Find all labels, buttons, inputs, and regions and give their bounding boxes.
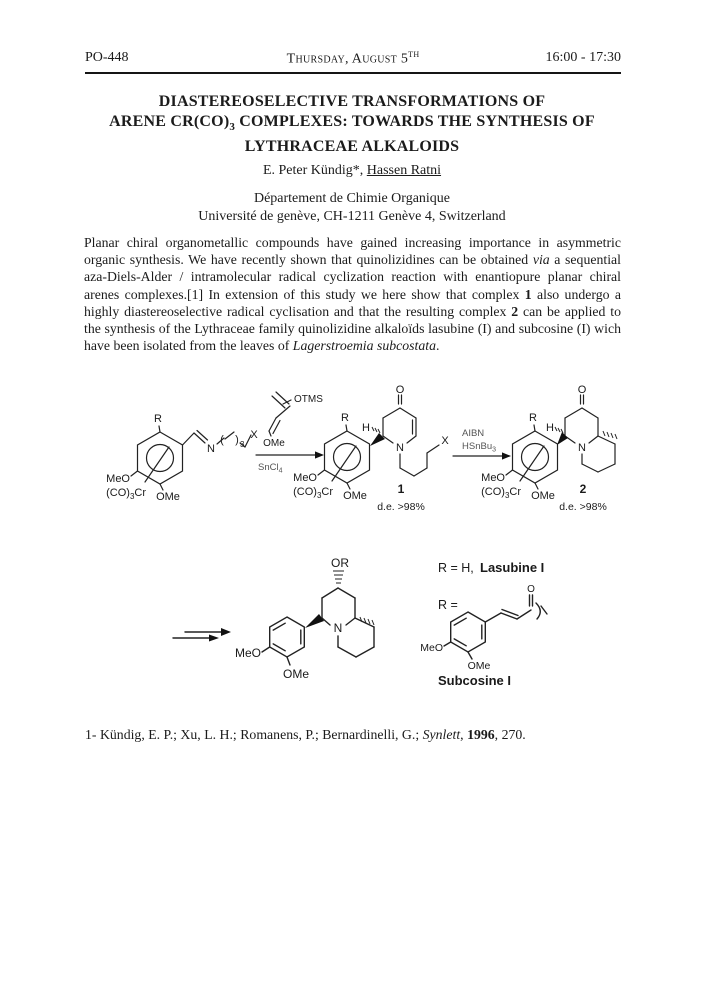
- lasubine-core-structure: [235, 556, 374, 681]
- stereo-hash-h: [372, 427, 380, 433]
- hsnbu3-label: HSnBu$_3$: [462, 441, 497, 454]
- nitrogen-label: N: [396, 442, 404, 454]
- otms-label: OTMS: [294, 394, 323, 405]
- header-rule: [85, 72, 621, 74]
- authors-line: [60, 163, 644, 179]
- or-hash-bond: [333, 571, 344, 583]
- ome-label: OMe: [282, 667, 310, 681]
- abstract-part: .: [436, 338, 440, 354]
- reference-line: [85, 727, 645, 743]
- ring-fusion-hash-h: [603, 431, 617, 439]
- meo-label: MeO: [106, 473, 130, 485]
- nitrogen-label: N: [333, 621, 343, 635]
- compound-2: [481, 384, 617, 513]
- meo-label: MeO: [481, 472, 505, 484]
- title-line-2-pre: ARENE CR(CO): [109, 113, 230, 130]
- reference-part: ,: [460, 727, 468, 742]
- dimethoxyphenyl-ring: [235, 617, 309, 681]
- title-line-2: [60, 112, 644, 137]
- stereo-hash-h: [555, 427, 563, 433]
- nitrogen-label: N: [207, 443, 215, 455]
- sncl4-label: SnCl$_4$: [258, 462, 283, 475]
- author-second-underlined: Hassen Ratni: [366, 163, 442, 178]
- stereo-wedge-bond: [305, 614, 324, 628]
- affiliation-line-1: Département de Chimie Organique: [253, 191, 451, 206]
- cr-co3-label: $(CO)_3Cr$: [106, 487, 146, 501]
- abstract-part: a sequential aza-Diels-Alder / intramolecular radical cyclization reaction with enantiopure planar chiral arenes complexes.[1] In extension of this study we here show that complex: [84, 252, 621, 302]
- o-label: O: [395, 384, 405, 396]
- r-equals-h-text: R = H,: [438, 561, 474, 575]
- abstract-species-italic: Lagerstroemia subcostata: [292, 338, 437, 354]
- reactant-arene-cr-imine: [106, 413, 258, 503]
- author-first: E. Peter Kündig*,: [262, 163, 367, 178]
- session-date: [85, 50, 621, 68]
- reaction-arrow-2: [453, 428, 511, 460]
- session-time: 16:00 - 17:30: [545, 50, 621, 65]
- dimethoxyphenyl-ring: [420, 612, 490, 672]
- arene-cr-ring: [106, 413, 182, 503]
- paper-title: [60, 92, 644, 157]
- session-date-text: Thursday, August 5: [286, 51, 409, 67]
- meo-label: MeO: [420, 642, 443, 654]
- title-line-2-sub: 3: [229, 121, 236, 134]
- x-label: X: [250, 429, 258, 441]
- r-label: R: [529, 412, 537, 424]
- subcosine-name: Subcosine I: [438, 673, 511, 688]
- h-label: H: [546, 422, 554, 434]
- cr-co3-label: $(CO)_3Cr$: [293, 486, 333, 500]
- aibn-label: AIBN: [462, 428, 485, 439]
- diene-bonds: [269, 392, 291, 436]
- title-line-1: DIASTEREOSELECTIVE TRANSFORMATIONS OF: [158, 93, 546, 110]
- retro-double-arrow: [173, 628, 231, 642]
- session-code: PO-448: [85, 50, 129, 65]
- enone-chain: [485, 595, 547, 622]
- reference-journal-italic: Synlett: [422, 727, 461, 742]
- de-value: d.e. >98%: [559, 501, 607, 513]
- affiliation: [60, 190, 644, 225]
- chain-paren-close: ): [235, 434, 239, 446]
- chain-paren-open: (: [220, 434, 224, 446]
- x-label: X: [441, 435, 449, 447]
- reference-part: 1- Kündig, E. P.; Xu, L. H.; Romanens, P.; Bernardinelli, G.;: [85, 727, 423, 742]
- retrosynthesis-scheme: [60, 548, 680, 708]
- lasubine-name: Lasubine I: [480, 560, 545, 575]
- title-line-3: LYTHRACEAE ALKALOIDS: [244, 138, 460, 156]
- ome-label: OMe: [343, 490, 367, 502]
- compound-1-number: 1: [397, 482, 405, 496]
- meo-label: MeO: [234, 646, 261, 660]
- reference-part: , 270.: [494, 727, 526, 742]
- r-label: R: [154, 413, 162, 425]
- page-header: [85, 50, 621, 70]
- compound-2-number: 2: [579, 482, 587, 496]
- arene-cr-ring: [293, 412, 369, 502]
- r-label: R: [341, 412, 349, 424]
- affiliation-line-2: Université de genève, CH-1211 Genève 4, Switzerland: [198, 208, 506, 224]
- ome-label: OMe: [156, 491, 180, 503]
- stereo-wedge-bond: [557, 432, 568, 445]
- nitrogen-label: N: [578, 442, 586, 454]
- cr-co3-label: $(CO)_3Cr$: [481, 486, 521, 500]
- or-label: OR: [331, 556, 349, 570]
- n-butyl-chain: [400, 445, 439, 476]
- abstract-part-italic: via: [532, 252, 550, 268]
- o-label: O: [577, 384, 587, 396]
- title-line-2-post: COMPLEXES: TOWARDS THE SYNTHESIS OF: [235, 113, 595, 130]
- abstract-part: Planar chiral organometallic compounds have gained increasing importance in asymmetric organic synthesis. We have recently shown that quinolizidines can be obtained: [84, 235, 621, 268]
- ome-label: OMe: [467, 660, 491, 672]
- chain-sub-3: 3: [240, 440, 245, 449]
- r-equals-text: R =: [438, 598, 458, 612]
- abstract-compound-2-ref: 2: [511, 303, 519, 319]
- h-label: H: [362, 422, 370, 434]
- danishefsky-diene: [263, 392, 323, 449]
- abstract-part: also undergo a highly diastereoselective radical cyclisation and that the resulting complex: [84, 286, 621, 319]
- meo-label: MeO: [293, 472, 317, 484]
- dihydropyridinone-ring: [383, 395, 416, 443]
- abstract-part: can be applied to the synthesis of the Lythraceae family quinolizidine alkaloïds lasubine (I) and subcosine (I) wich have been isolated from the leaves of: [84, 303, 621, 354]
- o-label: O: [527, 584, 535, 595]
- abstract-compound-1-ref: 1: [524, 286, 532, 302]
- session-date-sup: TH: [408, 50, 420, 59]
- diene-ome-label: OMe: [263, 438, 285, 449]
- abstract-text: [84, 234, 621, 354]
- reference-year-bold: 1996: [467, 727, 495, 742]
- de-value: d.e. >98%: [377, 501, 425, 513]
- reaction-scheme-1: [70, 383, 650, 535]
- ome-label: OMe: [531, 490, 555, 502]
